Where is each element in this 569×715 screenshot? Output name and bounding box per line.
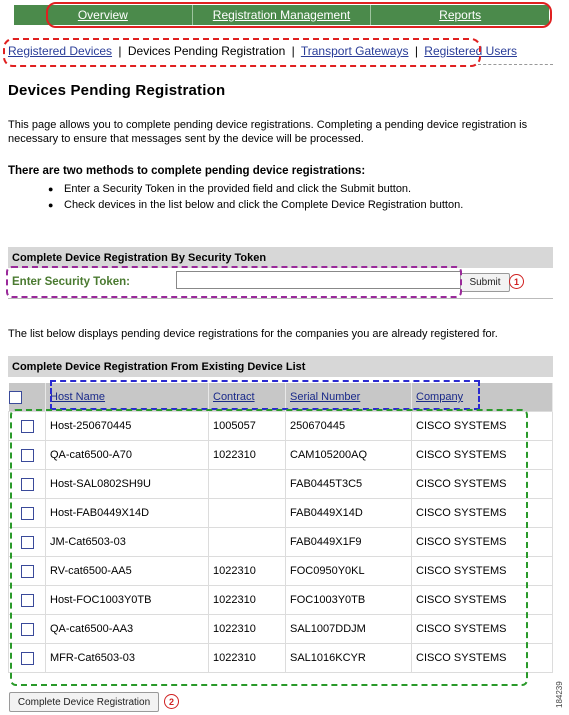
callout-2: 2 [164,694,179,709]
subnav-pending-current: Devices Pending Registration [127,44,286,58]
token-row [8,268,553,296]
page-title: Devices Pending Registration [8,82,226,99]
host-name-cell: QA-cat6500-A70 [46,441,209,470]
table-row [9,528,553,557]
host-name-cell: QA-cat6500-AA3 [46,615,209,644]
sort-serial-number-link[interactable]: Serial Number [290,391,361,403]
serial-number-cell: FAB0449X14D [286,499,412,528]
company-cell: CISCO SYSTEMS [412,499,553,528]
row-checkbox[interactable] [21,449,34,462]
methods-title: There are two methods to complete pending device registrations: [8,165,366,177]
complete-device-registration-button[interactable]: Complete Device Registration [9,692,159,712]
subnav-separator: | [118,44,122,58]
token-section-header: Complete Device Registration By Security Token [8,247,553,268]
column-header-serial [286,383,412,412]
serial-number-cell: FOC1003Y0TB [286,586,412,615]
contract-cell [209,470,286,499]
sort-company-link[interactable]: Company [416,391,464,403]
device-table [8,383,553,673]
host-name-cell: Host-FOC1003Y0TB [46,586,209,615]
serial-number-cell: FAB0445T3C5 [286,470,412,499]
row-checkbox-cell [9,470,46,499]
column-header-company [412,383,553,412]
host-name-cell: Host-SAL0802SH9U [46,470,209,499]
serial-number-cell: CAM105200AQ [286,441,412,470]
row-checkbox-cell [9,644,46,673]
table-row [9,644,553,673]
table-row [9,470,553,499]
column-header-contract [209,383,286,412]
host-name-cell: Host-250670445 [46,412,209,441]
row-checkbox[interactable] [21,652,34,665]
row-checkbox-cell [9,441,46,470]
sort-contract-link[interactable]: Contract [213,391,255,403]
row-checkbox-cell [9,586,46,615]
company-cell: CISCO SYSTEMS [412,412,553,441]
table-row [9,615,553,644]
serial-number-cell: FAB0449X1F9 [286,528,412,557]
nav-overview[interactable]: Overview [14,5,193,25]
row-checkbox-cell [9,528,46,557]
list-item: ● Enter a Security Token in the provided field and click the Submit button. [48,181,463,197]
subnav-registered-devices[interactable]: Registered Devices [8,44,113,58]
company-cell: CISCO SYSTEMS [412,644,553,673]
contract-cell [209,528,286,557]
row-checkbox-cell [9,499,46,528]
intro-text: This page allows you to complete pending device registrations. Completing a pending device registration is necessary to ensure that messages sent by the device will be processed. [8,119,528,145]
subnav-separator: | [414,44,418,58]
host-name-cell: Host-FAB0449X14D [46,499,209,528]
select-all-checkbox[interactable] [9,391,22,404]
list-description: The list below displays pending device registrations for the companies you are already registered for. [8,328,498,340]
figure-id: 184239 [555,681,564,708]
serial-number-cell: SAL1007DDJM [286,615,412,644]
serial-number-cell: FOC0950Y0KL [286,557,412,586]
select-all-cell [9,383,46,412]
contract-cell: 1022310 [209,441,286,470]
table-row [9,441,553,470]
divider [478,64,553,65]
subnav-registered-users[interactable]: Registered Users [424,44,517,58]
security-token-input[interactable] [176,271,462,289]
row-checkbox[interactable] [21,594,34,607]
row-checkbox-cell [9,615,46,644]
company-cell: CISCO SYSTEMS [412,441,553,470]
subnav-separator: | [291,44,295,58]
serial-number-cell: 250670445 [286,412,412,441]
row-checkbox[interactable] [21,420,34,433]
methods-list [48,181,463,213]
contract-cell: 1022310 [209,644,286,673]
company-cell: CISCO SYSTEMS [412,586,553,615]
company-cell: CISCO SYSTEMS [412,470,553,499]
subnav-transport-gateways[interactable]: Transport Gateways [300,44,409,58]
company-cell: CISCO SYSTEMS [412,557,553,586]
table-row [9,412,553,441]
sort-host-name-link[interactable]: Host Name [50,391,106,403]
callout-1: 1 [509,274,524,289]
row-checkbox[interactable] [21,507,34,520]
contract-cell [209,499,286,528]
row-checkbox[interactable] [21,536,34,549]
column-header-host [46,383,209,412]
token-label: Enter Security Token: [12,276,131,288]
host-name-cell: RV-cat6500-AA5 [46,557,209,586]
row-checkbox[interactable] [21,565,34,578]
contract-cell: 1022310 [209,557,286,586]
row-checkbox[interactable] [21,478,34,491]
row-checkbox-cell [9,412,46,441]
contract-cell: 1022310 [209,586,286,615]
host-name-cell: JM-Cat6503-03 [46,528,209,557]
nav-reports[interactable]: Reports [439,8,482,22]
table-header-row [9,383,553,412]
submit-button[interactable]: Submit [460,273,510,292]
contract-cell: 1005057 [209,412,286,441]
row-checkbox-cell [9,557,46,586]
table-row [9,499,553,528]
host-name-cell: MFR-Cat6503-03 [46,644,209,673]
divider [8,298,553,299]
list-section-header: Complete Device Registration From Existing Device List [8,356,553,377]
company-cell: CISCO SYSTEMS [412,615,553,644]
nav-registration-management[interactable]: Registration Management [193,5,372,25]
row-checkbox[interactable] [21,623,34,636]
list-item: ● Check devices in the list below and click the Complete Device Registration button. [48,197,463,213]
table-row [9,557,553,586]
sub-nav [8,44,517,58]
company-cell: CISCO SYSTEMS [412,528,553,557]
top-nav [14,5,549,25]
table-row [9,586,553,615]
serial-number-cell: SAL1016KCYR [286,644,412,673]
contract-cell: 1022310 [209,615,286,644]
